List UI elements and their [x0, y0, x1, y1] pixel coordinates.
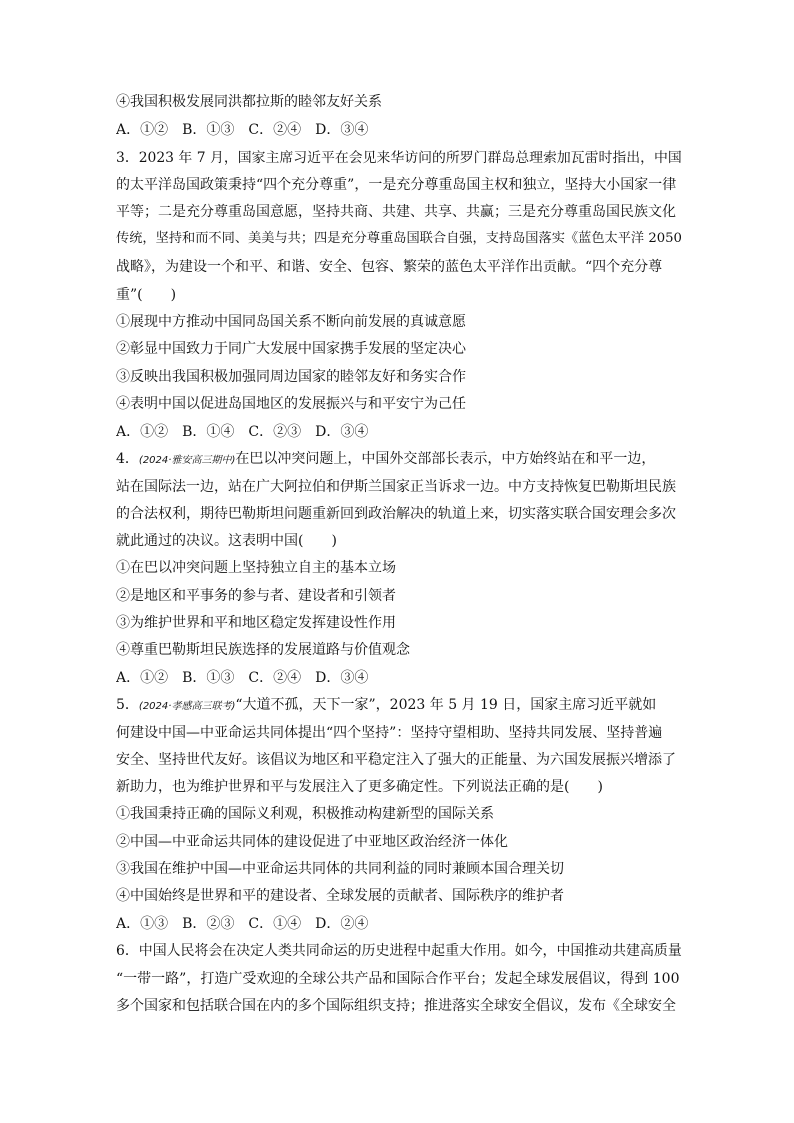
- q5-option-3: ③我国在维护中国—中亚命运共同体的共同利益的同时兼顾本国合理关切: [116, 861, 564, 877]
- q5-answer-choices: A．①③ B．②③ C．①④ D．②④: [116, 916, 369, 932]
- q5-option-2: ②中国—中亚命运共同体的建设促进了中亚地区政治经济一体化: [116, 834, 508, 850]
- q5-stem-first-line: [116, 696, 682, 716]
- q4-answer-choices: A．①② B．①③ C．②④ D．③④: [116, 670, 369, 686]
- q4-option-1: ①在巴以冲突问题上坚持独立自主的基本立场: [116, 560, 396, 576]
- q3-stem-line: 3．2023 年 7 月，国家主席习近平在会见来华访问的所罗门群岛总理索加瓦雷时指出，中国: [116, 150, 682, 166]
- q6-stem-line: “一带一路”，打造广受欢迎的全球公共产品和国际合作平台；发起全球发展倡议，得到 100: [116, 971, 680, 987]
- q3-stem-line: 平等；二是充分尊重岛国意愿，坚持共商、共建、共享、共赢；三是充分尊重岛国民族文化: [116, 204, 676, 220]
- q5-option-1: ①我国秉持正确的国际义利观，积极推动构建新型的国际关系: [116, 806, 494, 822]
- q5-source-tag: (2024·孝感高三联考): [138, 701, 236, 712]
- q3-stem-line: 传统，坚持和而不同、美美与共；四是充分尊重岛国联合自强，支持岛国落实《蓝色太平洋 2050: [116, 231, 682, 246]
- q4-stem-text: 在巴以冲突问题上，中国外交部部长表示，中方始终站在和平一边，: [235, 451, 656, 467]
- q5-stem-line: 何建设中国—中亚命运共同体提出“四个坚持”：坚持守望相助、坚持共同发展、坚持普遍: [116, 725, 663, 741]
- q4-option-2: ②是地区和平事务的参与者、建设者和引领者: [116, 588, 396, 604]
- q3-stem-line: 的太平洋岛国政策秉持“四个充分尊重”，一是充分尊重岛国主权和独立，坚持大小国家一律: [116, 177, 677, 193]
- q3-option-4: ④表明中国以促进岛国地区的发展振兴与和平安宁为己任: [116, 396, 466, 412]
- q4-option-3: ③为维护世界和平和地区稳定发挥建设性作用: [116, 615, 396, 631]
- q4-stem-line: 的合法权利，期待巴勒斯坦问题重新回到政治解决的轨道上来，切实落实联合国安理会多次: [116, 506, 676, 522]
- q3-stem-line: 战略》，为建设一个和平、和谐、安全、包容、繁荣的蓝色太平洋作出贡献。“四个充分尊: [116, 259, 663, 275]
- q2-answer-choices: A．①② B．①③ C．②④ D．③④: [116, 122, 369, 138]
- q3-answer-choices: A．①② B．①④ C．②③ D．③④: [116, 424, 369, 440]
- q3-stem-line: 重”( ): [116, 287, 177, 303]
- q4-stem-first-line: [116, 450, 682, 470]
- q4-option-4: ④尊重巴勒斯坦民族选择的发展道路与价值观念: [116, 642, 410, 658]
- q5-option-4: ④中国始终是世界和平的建设者、全球发展的贡献者、国际秩序的维护者: [116, 888, 564, 904]
- q6-stem-line: 6．中国人民将会在决定人类共同命运的历史进程中起重大作用。如今，中国推动共建高质量: [116, 943, 682, 959]
- q4-number: 4．: [116, 451, 139, 467]
- q2-option-4: ④我国积极发展同洪都拉斯的睦邻友好关系: [116, 94, 382, 110]
- q5-stem-text: “大道不孤，天下一家”，2023 年 5 月 19 日，国家主席习近平就如: [235, 697, 657, 713]
- q5-stem-line: 安全、坚持世代友好。该倡议为地区和平稳定注入了强大的正能量、为六国发展振兴增添了: [116, 752, 676, 768]
- q3-option-3: ③反映出我国积极加强同周边国家的睦邻友好和务实合作: [116, 369, 466, 385]
- q3-option-1: ①展现中方推动中国同岛国关系不断向前发展的真诚意愿: [116, 314, 466, 330]
- q5-stem-line: 新助力，也为维护世界和平与发展注入了更多确定性。下列说法正确的是( ): [116, 779, 603, 795]
- q5-number: 5．: [116, 697, 139, 713]
- q4-stem-line: 站在国际法一边，站在广大阿拉伯和伊斯兰国家正当诉求一边。中方支持恢复巴勒斯坦民族: [116, 479, 676, 495]
- q4-source-tag: (2024·雅安高三期中): [138, 455, 236, 466]
- q6-stem-line: 多个国家和包括联合国在内的多个国际组织支持；推进落实全球安全倡议，发布《全球安全: [116, 998, 676, 1014]
- q4-stem-line: 就此通过的决议。这表明中国( ): [116, 533, 337, 549]
- q3-option-2: ②彰显中国致力于同广大发展中国家携手发展的坚定决心: [116, 341, 466, 357]
